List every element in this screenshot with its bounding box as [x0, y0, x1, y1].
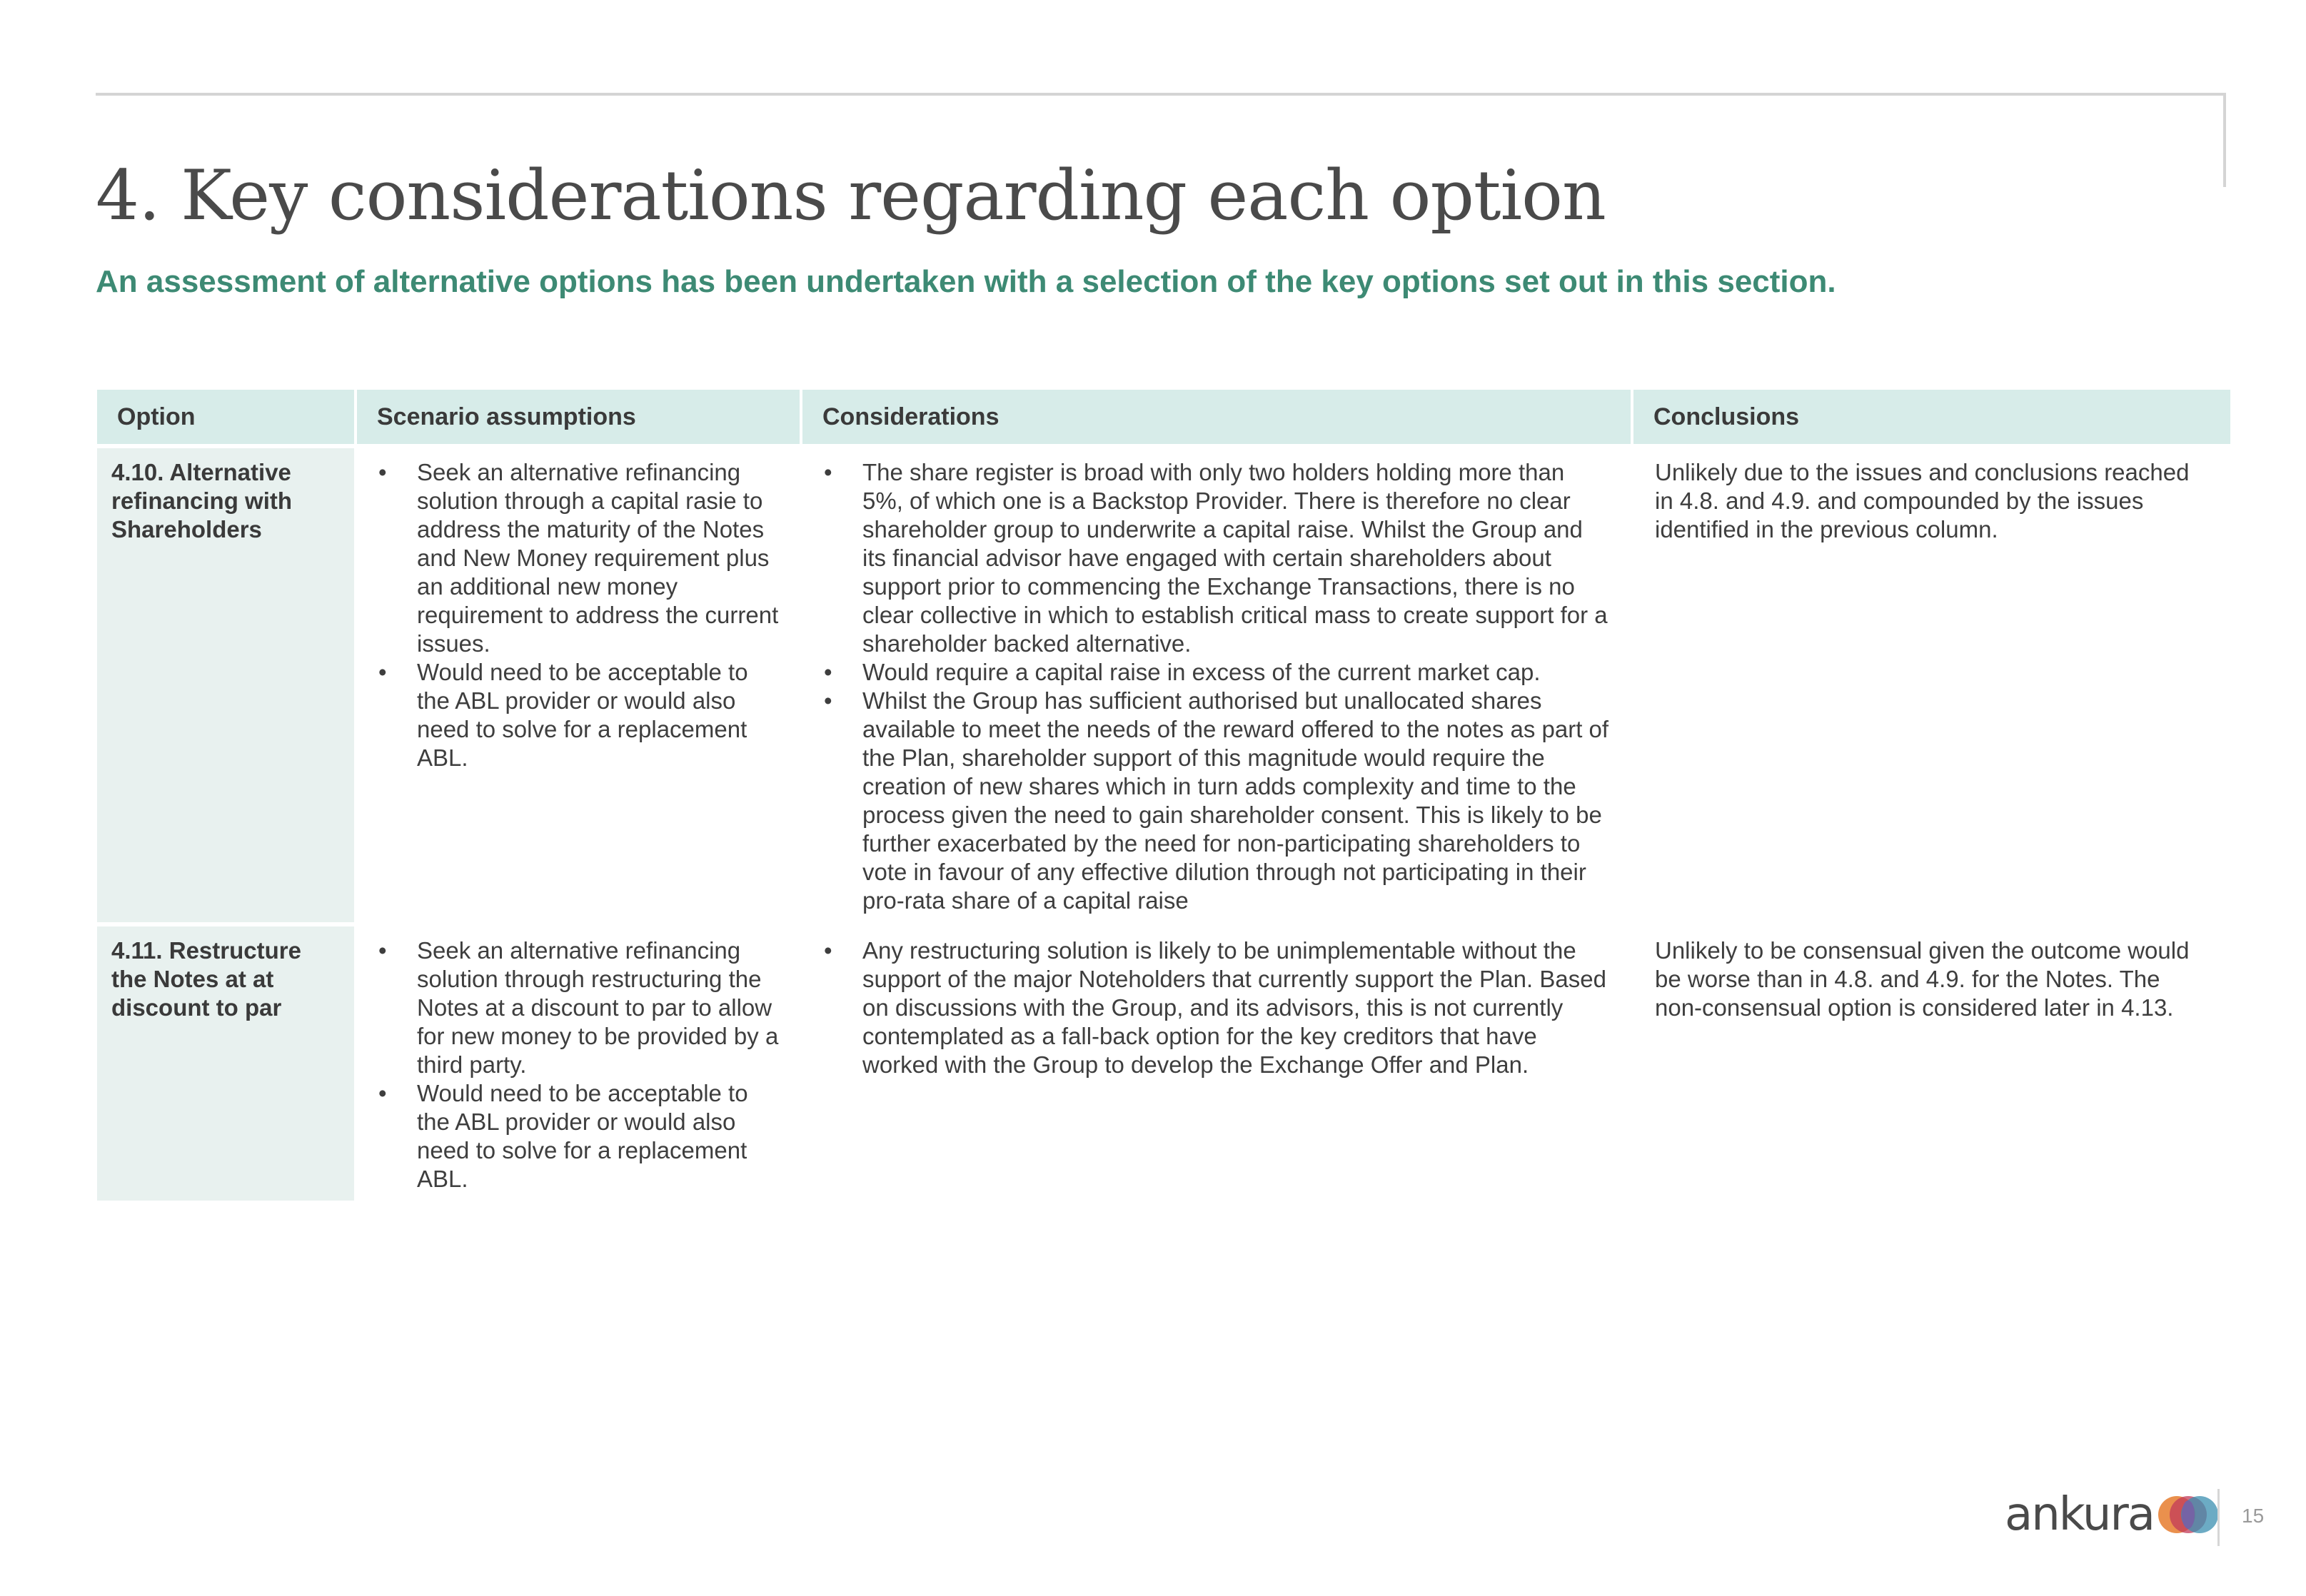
- list-item: • Would need to be acceptable to the ABL provider or would also need to solve for a replacement ABL.: [378, 1080, 748, 1192]
- logo-rings-icon: [2158, 1490, 2222, 1540]
- logo-wordmark: ankura: [2005, 1488, 2154, 1541]
- assumptions-cell: [357, 926, 800, 1201]
- ankura-logo: [2005, 1486, 2222, 1543]
- column-header-conclusions: Conclusions: [1633, 390, 2230, 444]
- table-header-row: [97, 390, 2230, 444]
- list-item: • Any restructuring solution is likely to be unimplementable without the support of the major Noteholders that currently support the Plan. Based on discussions with the Group, and its advisors, this is not currently contemplated as a fall-back option for the key creditors that have worked with the Group to develop the Exchange Offer and Plan.: [824, 937, 1606, 1078]
- option-cell: 4.10. Alternative refinancing with Shareholders: [97, 448, 354, 922]
- logo-ring: [2182, 1500, 2195, 1529]
- page-title: 4. Key considerations regarding each option: [96, 156, 1606, 236]
- list-item: • Seek an alternative refinancing solution through a capital rasie to address the maturity of the Notes and New Money requirement plus an additional new money requirement to address the current issues.: [378, 459, 779, 657]
- list-item: • Seek an alternative refinancing solution through restructuring the Notes at a discount to par to allow for new money to be provided by a third party.: [378, 937, 779, 1078]
- option-cell: 4.11. Restructure the Notes at at discount to par: [97, 926, 354, 1201]
- top-rule-tick: [2223, 93, 2226, 187]
- conclusion-cell: Unlikely due to the issues and conclusions reached in 4.8. and 4.9. and compounded by the issues identified in the previous column.: [1655, 459, 2190, 542]
- bullet-icon: •: [824, 459, 832, 485]
- bullet-icon: •: [378, 459, 387, 485]
- page-subtitle: An assessment of alternative options has been undertaken with a selection of the key options set out in this section.: [96, 264, 1836, 299]
- footer-divider: [2217, 1489, 2220, 1546]
- table-row: [97, 448, 2230, 922]
- bullet-icon: •: [824, 937, 832, 964]
- column-header-considerations: Considerations: [802, 390, 1631, 444]
- considerations-cell: [802, 448, 1631, 922]
- column-header-option: Option: [97, 390, 354, 444]
- top-rule: [96, 93, 2226, 96]
- bullet-icon: •: [824, 659, 832, 685]
- column-header-scenario-assumptions: Scenario assumptions: [357, 390, 800, 444]
- table-row: [97, 926, 2230, 1201]
- bullet-icon: •: [824, 687, 832, 714]
- considerations-cell: [802, 926, 1631, 1201]
- conclusion-cell: Unlikely to be consensual given the outcome would be worse than in 4.8. and 4.9. for the Notes. The non-consensual option is considered later in 4.13.: [1655, 937, 2190, 1021]
- bullet-icon: •: [378, 1080, 387, 1106]
- options-table: [94, 385, 2233, 1205]
- bullet-icon: •: [378, 937, 387, 964]
- bullet-icon: •: [378, 659, 387, 685]
- list-item: • The share register is broad with only two holders holding more than 5%, of which one is a Backstop Provider. There is therefore no clear shareholder group to underwrite a capital raise. Whilst the Group and its financial advisor have engaged with certain shareholders about support prior to commencing the Exchange Transactions, there is no clear collective in which to establish critical mass to create support for a shareholder backed alternative.: [824, 459, 1608, 657]
- page-number: 15: [2242, 1505, 2265, 1527]
- assumptions-cell: [357, 448, 800, 922]
- list-item: • Would require a capital raise in excess of the current market cap.: [824, 659, 1541, 685]
- list-item: • Whilst the Group has sufficient authorised but unallocated shares available to meet the needs of the reward offered to the notes as part of the Plan, shareholder support of this magnitude would require the creation of new shares which in turn adds complexity and time to the process given the need to gain shareholder consent. This is likely to be further exacerbated by the need for non-participating shareholders to vote in favour of any effective dilution through not participating in their pro-rata share of a capital raise: [824, 687, 1609, 914]
- list-item: • Would need to be acceptable to the ABL provider or would also need to solve for a replacement ABL.: [378, 659, 748, 771]
